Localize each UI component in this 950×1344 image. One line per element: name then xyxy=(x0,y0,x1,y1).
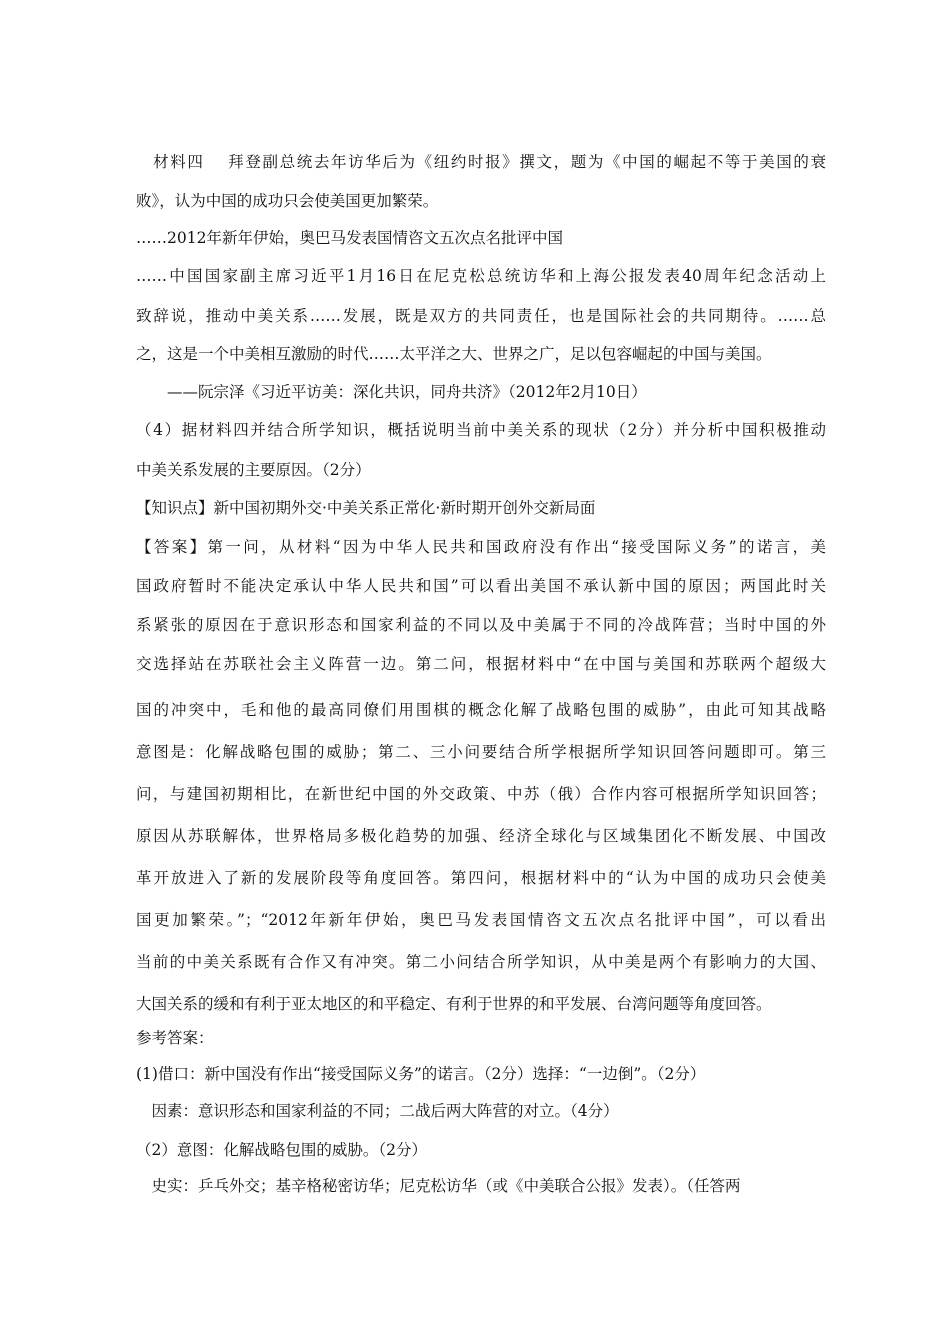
reference-line-2: 因素：意识形态和国家利益的不同；二战后两大阵营的对立。（4分） xyxy=(136,1102,619,1120)
material4-source: ——阮宗泽《习近平访美：深化共识，同舟共济》（2012年2月10日） xyxy=(136,383,647,401)
answer-line-4: 交选择站在苏联社会主义阵营一边。第二问，根据材料中“在中国与美国和苏联两个超级大 xyxy=(136,655,826,673)
answer-line-2: 国政府暂时不能决定承认中华人民共和国”可以看出美国不承认新中国的原因；两国此时关 xyxy=(136,577,826,595)
answer-line-10: 国更加繁荣。”；“2012年新年伊始，奥巴马发表国情咨文五次点名批评中国”，可以看出 xyxy=(136,911,826,929)
question4-line-2: 中美关系发展的主要原因。（2分） xyxy=(136,461,371,479)
material4-line-6: 之，这是一个中美相互激励的时代……太平洋之大、世界之广，足以包容崛起的中国与美国。 xyxy=(136,345,772,363)
answer-line-11: 当前的中美关系既有合作又有冲突。第二小问结合所学知识，从中美是两个有影响力的大国、 xyxy=(136,953,826,971)
answer-line-9: 革开放进入了新的发展阶段等角度回答。第四问，根据材料中的“认为中国的成功只会使美 xyxy=(136,869,826,887)
material4-line-1: 材料四 拜登副总统去年访华后为《纽约时报》撰文，题为《中国的崛起不等于美国的衰 xyxy=(136,153,826,171)
question4-line-1: （4）据材料四并结合所学知识，概括说明当前中美关系的现状（2分）并分析中国积极推动 xyxy=(136,421,826,439)
material4-line-2: 败》，认为中国的成功只会使美国更加繁荣。 xyxy=(136,192,439,210)
material4-line-5: 致辞说，推动中美关系……发展，既是双方的共同责任，也是国际社会的共同期待。……总 xyxy=(136,307,826,325)
answer-line-5: 国的冲突中，毛和他的最高同僚们用围棋的概念化解了战略包围的威胁”，由此可知其战略 xyxy=(136,701,826,719)
knowledge-point: 【知识点】新中国初期外交·中美关系正常化·新时期开创外交新局面 xyxy=(136,499,596,517)
answer-line-12: 大国关系的缓和有利于亚太地区的和平稳定、有利于世界的和平发展、台湾问题等角度回答。 xyxy=(136,995,772,1013)
reference-line-1: (1)借口：新中国没有作出“接受国际义务”的诺言。（2分）选择：“一边倒”。（2分） xyxy=(136,1065,706,1083)
answer-line-3: 系紧张的原因在于意识形态和国家利益的不同以及中美属于不同的冷战阵营；当时中国的外 xyxy=(136,616,826,634)
answer-line-7: 问，与建国初期相比，在新世纪中国的外交政策、中苏（俄）合作内容可根据所学知识回答； xyxy=(136,785,826,803)
answer-line-6: 意图是：化解战略包围的威胁；第二、三小问要结合所学根据所学知识回答问题即可。第三 xyxy=(136,743,826,761)
material4-line-3: ……2012年新年伊始，奥巴马发表国情咨文五次点名批评中国 xyxy=(136,229,563,247)
reference-line-3: （2）意图：化解战略包围的威胁。（2分） xyxy=(136,1141,427,1159)
answer-line-8: 原因从苏联解体，世界格局多极化趋势的加强、经济全球化与区域集团化不断发展、中国改 xyxy=(136,827,826,845)
material4-line-4: ……中国国家副主席习近平1月16日在尼克松总统访华和上海公报发表40周年纪念活动上 xyxy=(136,267,826,285)
answer-line-1: 【答案】第一问，从材料“因为中华人民共和国政府没有作出“接受国际义务”的诺言，美 xyxy=(136,538,826,556)
reference-line-4: 史实：乒乓外交；基辛格秘密访华；尼克松访华（或《中美联合公报》发表）。（任答两 xyxy=(136,1177,741,1195)
reference-heading: 参考答案： xyxy=(136,1029,214,1047)
